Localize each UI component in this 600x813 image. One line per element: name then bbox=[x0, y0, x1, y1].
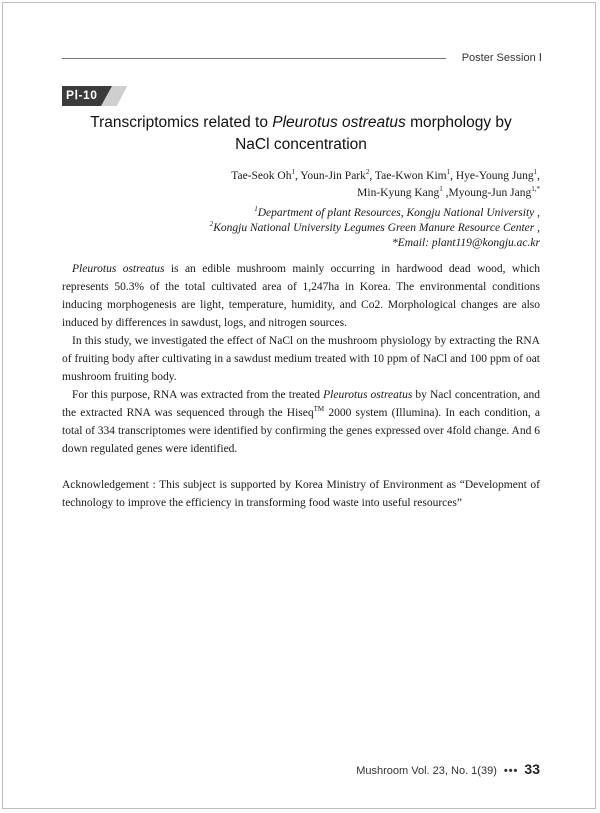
paragraph-1 bbox=[62, 260, 540, 332]
author-affil-mark: 1 bbox=[446, 168, 451, 177]
author-list bbox=[231, 168, 540, 202]
page-footer bbox=[356, 761, 540, 777]
section-header: Poster Session Ⅰ bbox=[461, 52, 542, 64]
paragraph-text: is an edible mushroom mainly occurring in hardwood dead wood, which represents 50.3% of the total cultivated area of 1,247ha in Korea. The environmental conditions inducing morphogenesis are light, temperature, humidity, and Co2. Morphological changes are also induced by differences in sawdust, logs, and nitrogen sources. bbox=[62, 263, 540, 329]
footer-dots: ••• bbox=[503, 765, 519, 777]
paragraph-text: For this purpose, RNA was extracted from the treated bbox=[72, 389, 324, 401]
contact-email: *Email: plant119@kongju.ac.kr bbox=[391, 237, 540, 249]
author-affil-mark: 2 bbox=[365, 168, 370, 177]
affil-mark: 1 bbox=[254, 205, 258, 214]
journal-citation: Mushroom Vol. 23, No. 1(39) bbox=[356, 765, 497, 777]
author-name: , Hye-Young Jung bbox=[450, 170, 534, 182]
affiliation-2 bbox=[210, 221, 540, 236]
author-affil-mark: 1 bbox=[439, 185, 443, 194]
abstract-body bbox=[62, 260, 540, 458]
affiliations bbox=[210, 206, 540, 251]
author-affil-mark: 1 bbox=[533, 168, 538, 177]
affil-text: Department of plant Resources, Kongju National University , bbox=[257, 207, 540, 219]
paper-title bbox=[60, 112, 542, 156]
tag-label: PⅠ-10 bbox=[66, 88, 98, 102]
page-number: 33 bbox=[524, 761, 540, 777]
author-line-1 bbox=[231, 168, 540, 185]
author-name: ,Myoung-Jun Jang bbox=[442, 187, 532, 199]
author-affil-mark: 1,* bbox=[531, 185, 540, 194]
author-name: , Youn-Jin Park bbox=[294, 170, 366, 182]
poster-tag bbox=[62, 86, 122, 106]
species-name: Pleurotus ostreatus bbox=[323, 389, 413, 401]
affil-text: Kongju National University Legumes Green Manure Resource Center , bbox=[213, 222, 540, 234]
paragraph-text: 2000 system (Illumina). In each condition, a total of 334 transcriptomes were identified by confirming the genes expressed over 4fold change. And 6 down regulated genes were identified. bbox=[62, 407, 540, 455]
author-name: Min-Kyung Kang bbox=[357, 187, 440, 199]
author-affil-mark: 1 bbox=[291, 168, 295, 177]
acknowledgement: Acknowledgement : This subject is supported by Korea Ministry of Environment as “Development of technology to improve the efficiency in transforming food waste into useful resources” bbox=[62, 479, 540, 509]
trademark-mark: TM bbox=[313, 405, 325, 414]
author-name: , Tae-Kwon Kim bbox=[369, 170, 447, 182]
title-before: Transcriptomics related to bbox=[90, 114, 273, 131]
title-species: Pleurotus ostreatus bbox=[272, 114, 406, 131]
paragraph-3 bbox=[62, 386, 540, 458]
paragraph-2: In this study, we investigated the effect of NaCl on the mushroom physiology by extracting the RNA of fruiting body after cultivating in a sawdust medium treated with 10 ppm of NaCl and 100 ppm of oat mushroom fruiting body. bbox=[62, 335, 540, 383]
title-line-1 bbox=[60, 112, 542, 134]
affiliation-1 bbox=[210, 206, 540, 221]
affil-mark: 2 bbox=[209, 220, 214, 229]
title-line-2: NaCl concentration bbox=[235, 136, 367, 153]
header-rule bbox=[62, 58, 446, 59]
paragraph-text: by Nacl concentration, and the extracted RNA was sequenced through the Hiseq bbox=[62, 389, 540, 419]
author-separator: , bbox=[537, 170, 540, 182]
author-line-2 bbox=[231, 185, 540, 202]
title-after: morphology by bbox=[405, 114, 512, 131]
species-name: Pleurotus ostreatus bbox=[72, 263, 165, 275]
author-name: Tae-Seok Oh bbox=[231, 170, 292, 182]
